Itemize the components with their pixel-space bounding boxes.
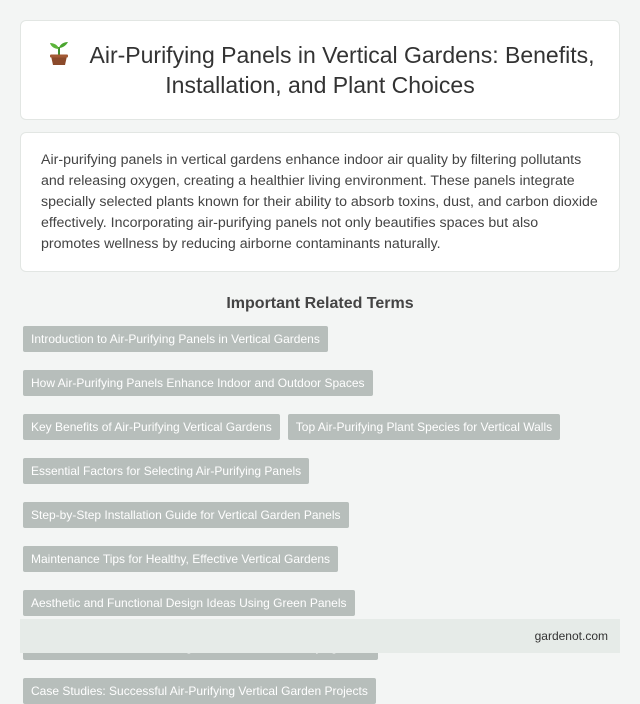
page-title-text: Air-Purifying Panels in Vertical Gardens: Benefits, Installation, and Plant Choices bbox=[89, 42, 595, 98]
intro-paragraph: Air-purifying panels in vertical gardens enhance indoor air quality by filtering pollutants and releasing oxygen, creating a healthier living environment. These panels integrate specially selected plants known for their ability to absorb toxins, dust, and carbon dioxide effectively. Incorporating air-purifying panels not only beautifies spaces but also promotes wellness by reducing airborne contaminants naturally. bbox=[41, 151, 598, 252]
sprout-icon bbox=[46, 40, 72, 66]
footer-site-link[interactable]: gardenot.com bbox=[534, 629, 608, 643]
footer bbox=[20, 619, 620, 653]
intro-card bbox=[20, 132, 620, 272]
header-card bbox=[20, 20, 620, 120]
related-term-tag[interactable]: Step-by-Step Installation Guide for Vertical Garden Panels bbox=[23, 502, 349, 528]
related-term-tag[interactable]: Essential Factors for Selecting Air-Purifying Panels bbox=[23, 458, 309, 484]
related-term-tag[interactable]: Case Studies: Successful Air-Purifying Vertical Garden Projects bbox=[23, 678, 376, 704]
related-term-tag[interactable]: Introduction to Air-Purifying Panels in Vertical Gardens bbox=[23, 326, 328, 352]
related-term-tag[interactable]: How Air-Purifying Panels Enhance Indoor and Outdoor Spaces bbox=[23, 370, 373, 396]
related-term-tag[interactable]: Maintenance Tips for Healthy, Effective Vertical Gardens bbox=[23, 546, 338, 572]
page-title bbox=[41, 40, 599, 100]
related-term-tag[interactable]: Aesthetic and Functional Design Ideas Using Green Panels bbox=[23, 590, 355, 616]
related-term-tag[interactable]: Key Benefits of Air-Purifying Vertical Gardens bbox=[23, 414, 280, 440]
related-terms-heading: Important Related Terms bbox=[226, 295, 414, 312]
related-term-tag[interactable]: Top Air-Purifying Plant Species for Vertical Walls bbox=[288, 414, 560, 440]
